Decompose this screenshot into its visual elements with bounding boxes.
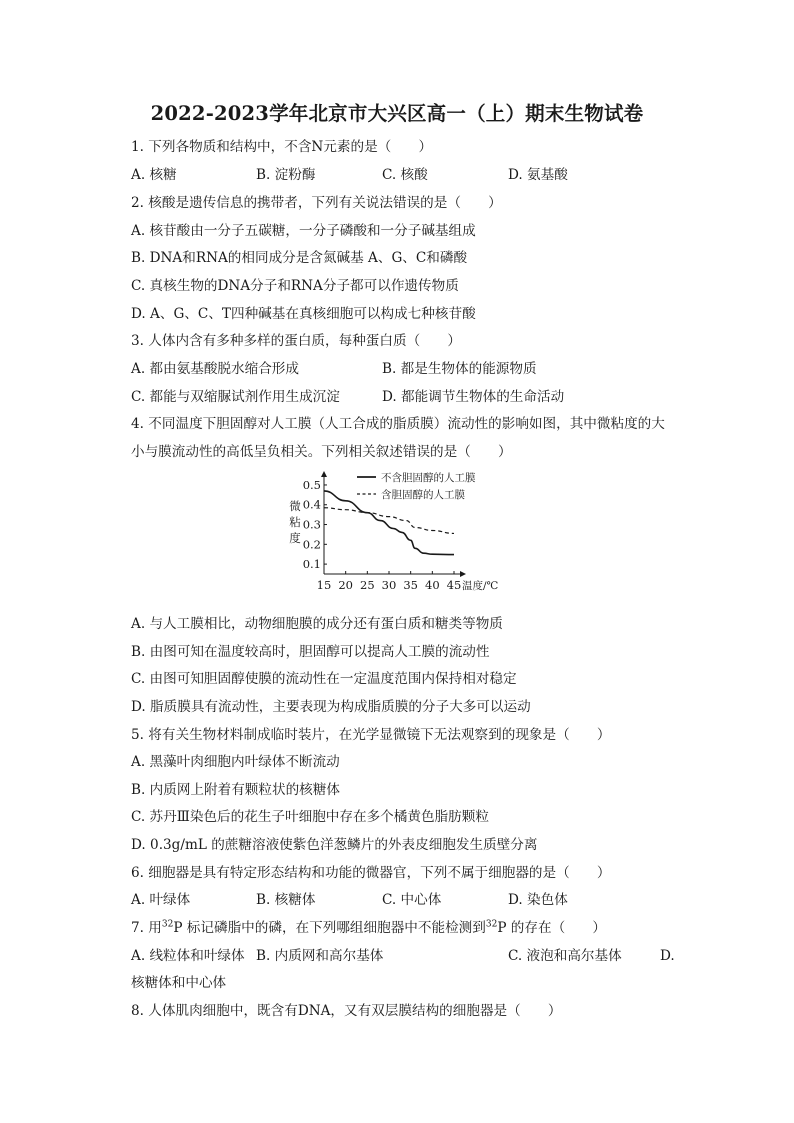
q7-superscript-2: 32 (485, 919, 498, 930)
q4-option-b: B. 由图可知在温度较高时，胆固醇可以提高人工膜的流动性 (131, 644, 490, 660)
legend-label-2: 含胆固醇的人工膜 (381, 489, 465, 501)
q7-stem-pre: 7. 用 (131, 920, 162, 936)
x-axis-arrow (460, 571, 466, 577)
q1-option-b: B. 淀粉酶 (256, 167, 316, 183)
q3-option-a: A. 都由氨基酸脱水缩合形成 (131, 361, 299, 377)
y-axis-label-char: 微 (289, 499, 301, 513)
x-tick-label: 20 (338, 578, 353, 592)
q7-option-c: C. 液泡和高尔基体 (508, 948, 622, 964)
q5-option-c: C. 苏丹Ⅲ染色后的花生子叶细胞中存在多个橘黄色脂肪颗粒 (131, 809, 489, 825)
q7-option-d: D. (660, 948, 675, 964)
x-tick-label: 15 (316, 578, 332, 592)
q6-option-b: B. 核糖体 (256, 892, 316, 908)
q3-option-c: C. 都能与双缩脲试剂作用生成沉淀 (131, 389, 340, 405)
q4-option-c: C. 由图可知胆固醇使膜的流动性在一定温度范围内保持相对稳定 (131, 671, 517, 687)
q4-option-a: A. 与人工膜相比，动物细胞膜的成分还有蛋白质和糖类等物质 (131, 616, 503, 632)
x-tick-label: 40 (425, 578, 440, 592)
q7-option-b: B. 内质网和高尔基体 (256, 948, 384, 964)
question-3-stem: 3. 人体内含有多种多样的蛋白质，每种蛋白质（ ） (131, 333, 461, 349)
q7-option-d-continued: 核糖体和中心体 (131, 975, 227, 991)
y-tick-label: 0.3 (302, 517, 321, 532)
legend-label-1: 不含胆固醇的人工膜 (381, 472, 476, 484)
q2-option-b: B. DNA和RNA的相同成分是含氮碱基 A、G、C和磷酸 (131, 250, 468, 266)
question-7-stem (131, 919, 606, 937)
q1-option-d: D. 氨基酸 (508, 167, 568, 183)
x-tick-label: 30 (381, 578, 397, 592)
q5-option-d: D. 0.3g/mL 的蔗糖溶液使紫色洋葱鳞片的外表皮细胞发生质壁分离 (131, 837, 538, 853)
y-tick-label: 0.2 (302, 537, 321, 552)
x-tick-label: 35 (403, 578, 418, 592)
y-tick-label: 0.4 (302, 497, 321, 512)
q2-option-a: A. 核苷酸由一分子五碳糖，一分子磷酸和一分子碱基组成 (131, 223, 476, 239)
y-tick-label: 0.1 (302, 557, 321, 572)
q7-option-a: A. 线粒体和叶绿体 (131, 948, 245, 964)
series-line-2 (324, 508, 454, 534)
q1-option-c: C. 核酸 (382, 167, 428, 183)
question-4-stem-line1: 4. 不同温度下胆固醇对人工膜（人工合成的脂质膜）流动性的影响如图，其中微粘度的大 (131, 416, 665, 432)
question-5-stem: 5. 将有关生物材料制成临时装片，在光学显微镜下无法观察到的现象是（ ） (131, 727, 611, 743)
page-title: 2022-2023学年北京市大兴区高一（上）期末生物试卷 (150, 102, 644, 125)
x-axis-label: 温度/℃ (462, 580, 499, 592)
y-axis-label-char: 度 (289, 531, 301, 545)
q6-option-d: D. 染色体 (508, 892, 568, 908)
q7-stem-mid: P 标记磷脂中的磷，在下列哪组细胞器中不能检测到 (173, 920, 486, 936)
viscosity-chart (284, 467, 522, 593)
q6-option-c: C. 中心体 (382, 892, 442, 908)
q2-option-c: C. 真核生物的DNA分子和RNA分子都可以作遗传物质 (131, 278, 459, 294)
q3-option-b: B. 都是生物体的能源物质 (382, 361, 537, 377)
x-tick-label: 25 (360, 578, 375, 592)
question-6-stem: 6. 细胞器是具有特定形态结构和功能的微器官，下列不属于细胞器的是（ ） (131, 865, 611, 881)
question-1-stem: 1. 下列各物质和结构中，不含N元素的是（ ） (131, 139, 433, 155)
y-axis-label-char: 粘 (289, 515, 301, 529)
question-4-stem-line2: 小与膜流动性的高低呈负相关。下列相关叙述错误的是（ ） (131, 444, 512, 460)
q1-option-a: A. 核糖 (131, 167, 177, 183)
q2-option-d: D. A、G、C、T四种碱基在真核细胞可以构成七种核苷酸 (131, 306, 476, 322)
question-2-stem: 2. 核酸是遗传信息的携带者，下列有关说法错误的是（ ） (131, 195, 502, 211)
q5-option-b: B. 内质网上附着有颗粒状的核糖体 (131, 782, 340, 798)
q6-option-a: A. 叶绿体 (131, 892, 191, 908)
y-axis-arrow (321, 471, 327, 477)
question-8-stem: 8. 人体肌肉细胞中，既含有DNA，又有双层膜结构的细胞器是（ ） (131, 1003, 562, 1019)
q7-stem-post: P 的存在（ ） (497, 920, 606, 936)
q7-superscript-1: 32 (161, 919, 174, 930)
q5-option-a: A. 黑藻叶肉细胞内叶绿体不断流动 (131, 754, 340, 770)
q4-option-d: D. 脂质膜具有流动性，主要表现为构成脂质膜的分子大多可以运动 (131, 699, 531, 715)
y-tick-label: 0.5 (302, 477, 321, 492)
x-tick-label: 45 (446, 578, 462, 592)
q3-option-d: D. 都能调节生物体的生命活动 (382, 389, 565, 405)
